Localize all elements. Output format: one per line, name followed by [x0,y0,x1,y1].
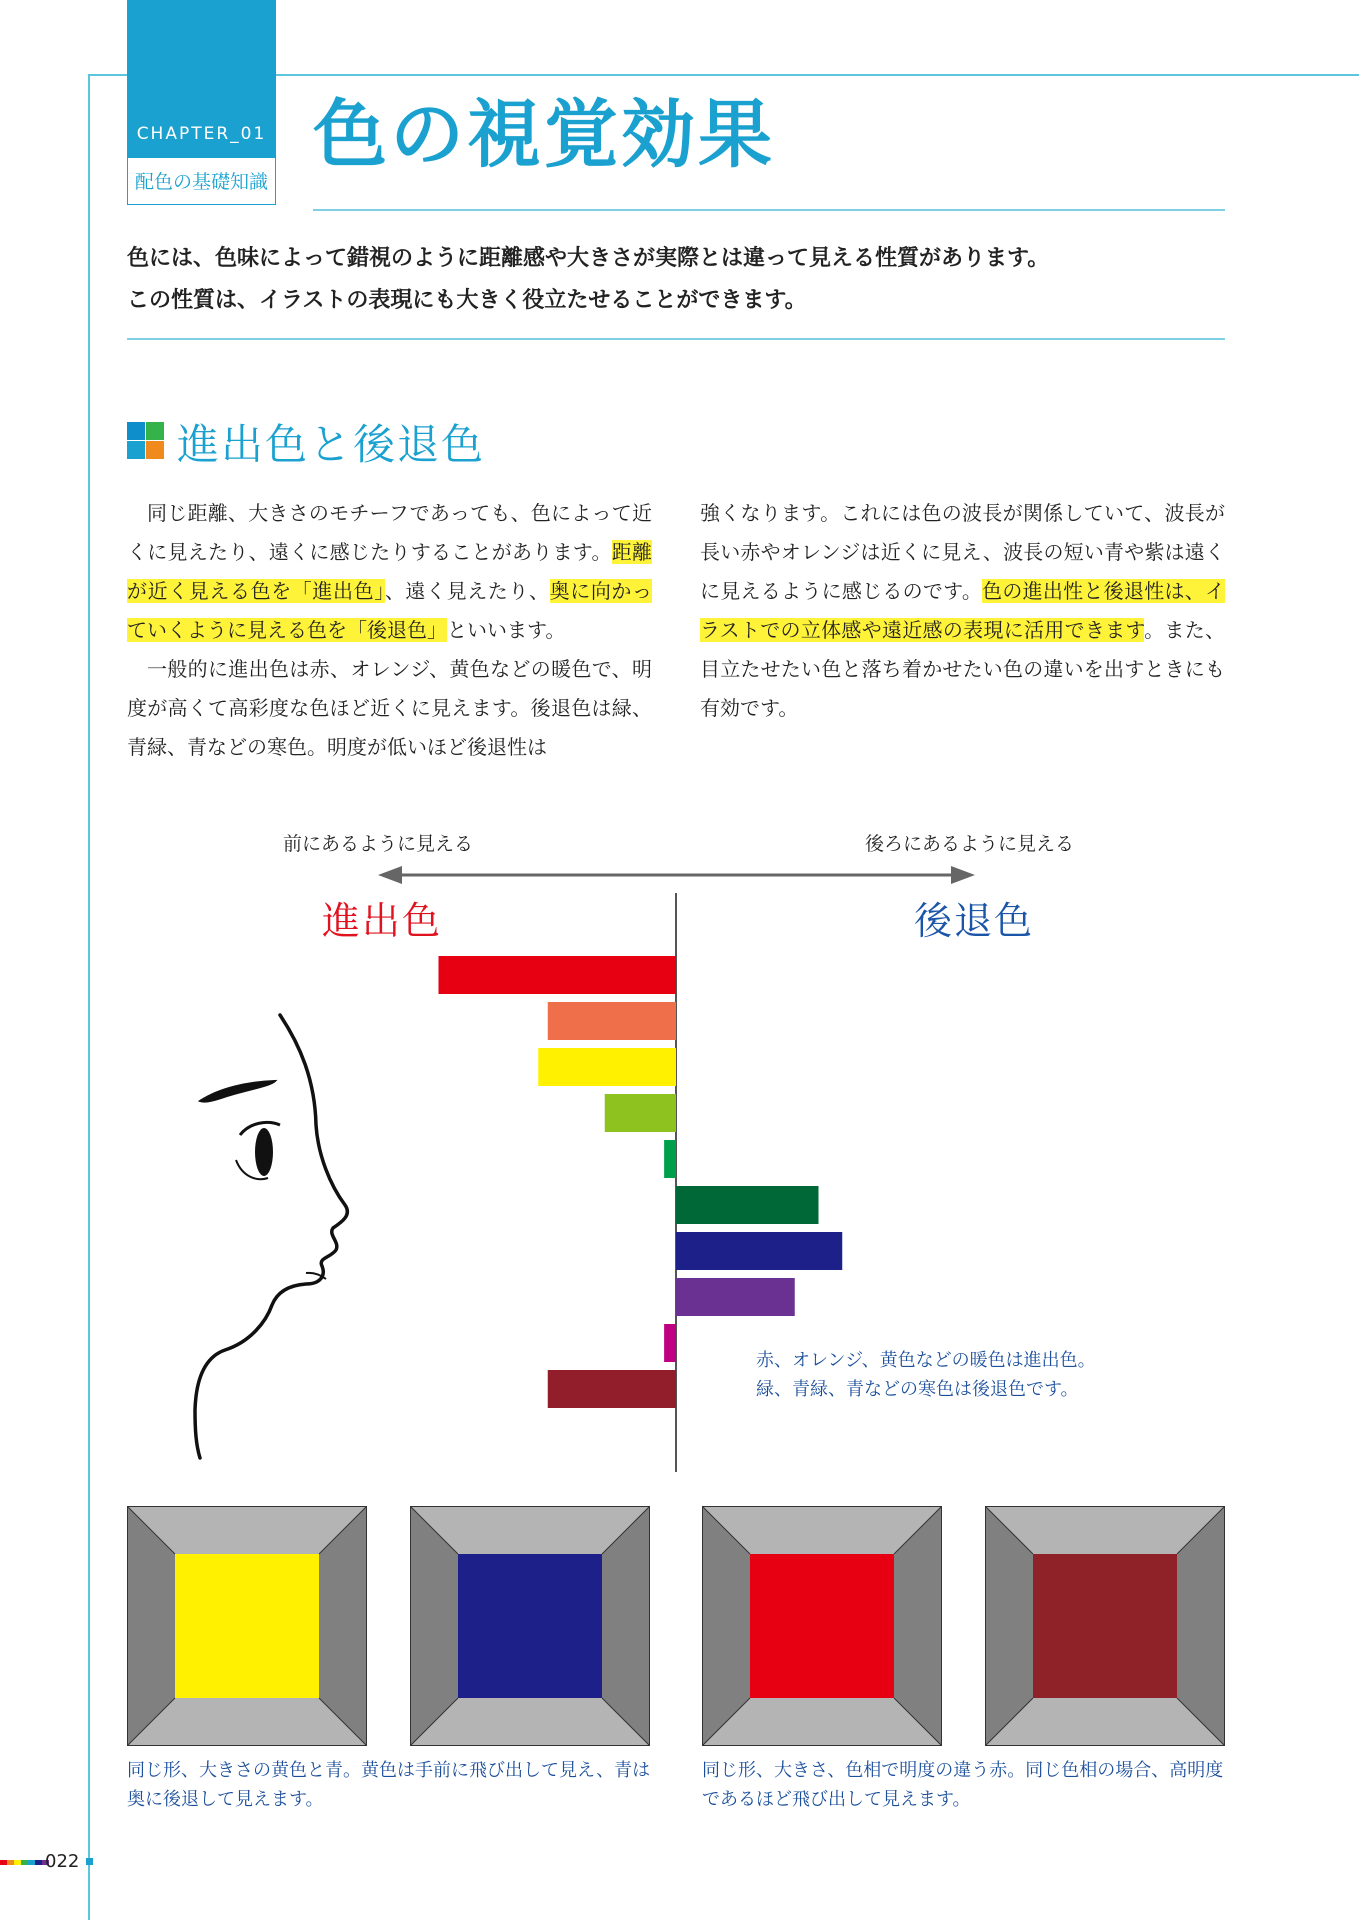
bar-purple [676,1278,795,1316]
bar-red [439,956,677,994]
caption-left: 同じ形、大きさの黄色と青。黄色は手前に飛び出して見え、青は奥に後退して見えます。 [127,1760,651,1810]
red-square [750,1554,894,1698]
page-number: 022 [45,1851,80,1872]
highlight-text: 距離が近く見える色を「進出色」 [127,540,652,603]
yellow-box-example [127,1506,367,1746]
text: 。また、目立たせたい色と落ち着かせたい色の違いを出すときにも有効です。 [700,618,1225,720]
text: 、遠く見えたり、 [384,579,550,603]
footer-color-bar [0,1860,49,1865]
bar-magenta [664,1324,676,1362]
highlight-text: 奥に向かっていくように見える色を「後退色」 [127,579,653,642]
caption-line: 緑、青緑、青などの寒色は後退色です。 [756,1379,1079,1400]
bar-yellow [538,1048,676,1086]
bar-blue [676,1232,842,1270]
eye-icon [236,1122,280,1179]
advancing-color-label: 進出色 [322,899,443,943]
footer-color-segment [7,1860,14,1865]
footer-color-segment [28,1860,35,1865]
dark-red-square [1033,1554,1177,1698]
yellow-square [175,1554,319,1698]
bar-blue-green [676,1186,819,1224]
footer-color-segment [21,1860,28,1865]
footer-color-segment [14,1860,21,1865]
back-label: 後ろにあるように見える [865,833,1075,855]
section-heading: 進出色と後退色 [177,420,486,469]
chapter-label: CHAPTER_01 [136,124,267,144]
lead-line-1: 色には、色味によって錯視のように距離感や大きさが実際とは違って見える性質があります。 [127,246,1050,271]
eyebrow-icon [200,1081,275,1102]
bar-green [664,1140,676,1178]
dark-red-box-example [985,1506,1225,1746]
page-marker [86,1858,93,1865]
caption-right: 同じ形、大きさ、色相で明度の違う赤。同じ色相の場合、高明度であるほど飛び出して見えます。 [702,1760,1224,1810]
paragraph: 一般的に進出色は赤、オレンジ、黄色などの暖色で、明度が高くて高彩度な色ほど近くに見えます。後退色は緑、青緑、青などの寒色。明度が低いほど後退性は [127,657,652,759]
text: 同じ距離、大きさのモチーフであっても、色によって近くに見えたり、遠くに感じたりすることがあります。 [127,501,652,564]
bar-orange [548,1002,676,1040]
text: 強くなります。これには色の波長が関係していて、波長が長い赤やオレンジは近くに見え、波長の短い青や紫は遠くに見えるように感じるのです。 [700,501,1225,603]
chapter-subtitle: 配色の基礎知識 [127,157,276,205]
caption-line: 赤、オレンジ、黄色などの暖色は進出色。 [756,1350,1096,1371]
color-bars [439,956,843,1408]
blue-box-example [410,1506,650,1746]
page-title: 色の視覚効果 [313,92,775,178]
front-label: 前にあるように見える [283,833,474,855]
bar-maroon-red [548,1370,676,1408]
lead-line-2: この性質は、イラストの表現にも大きく役立たせることができます。 [127,288,807,313]
footer-color-segment [35,1860,42,1865]
footer-color-segment [0,1860,7,1865]
blue-square [458,1554,602,1698]
double-arrow-icon [378,866,975,884]
highlight-text: 色の進出性と後退性は、イラストでの立体感や遠近感の表現に活用できます [700,579,1225,642]
red-box-example [702,1506,942,1746]
text: といいます。 [447,618,566,642]
receding-color-label: 後退色 [914,899,1035,943]
diagram-caption [756,1346,1096,1404]
bar-yellow-green [605,1094,676,1132]
